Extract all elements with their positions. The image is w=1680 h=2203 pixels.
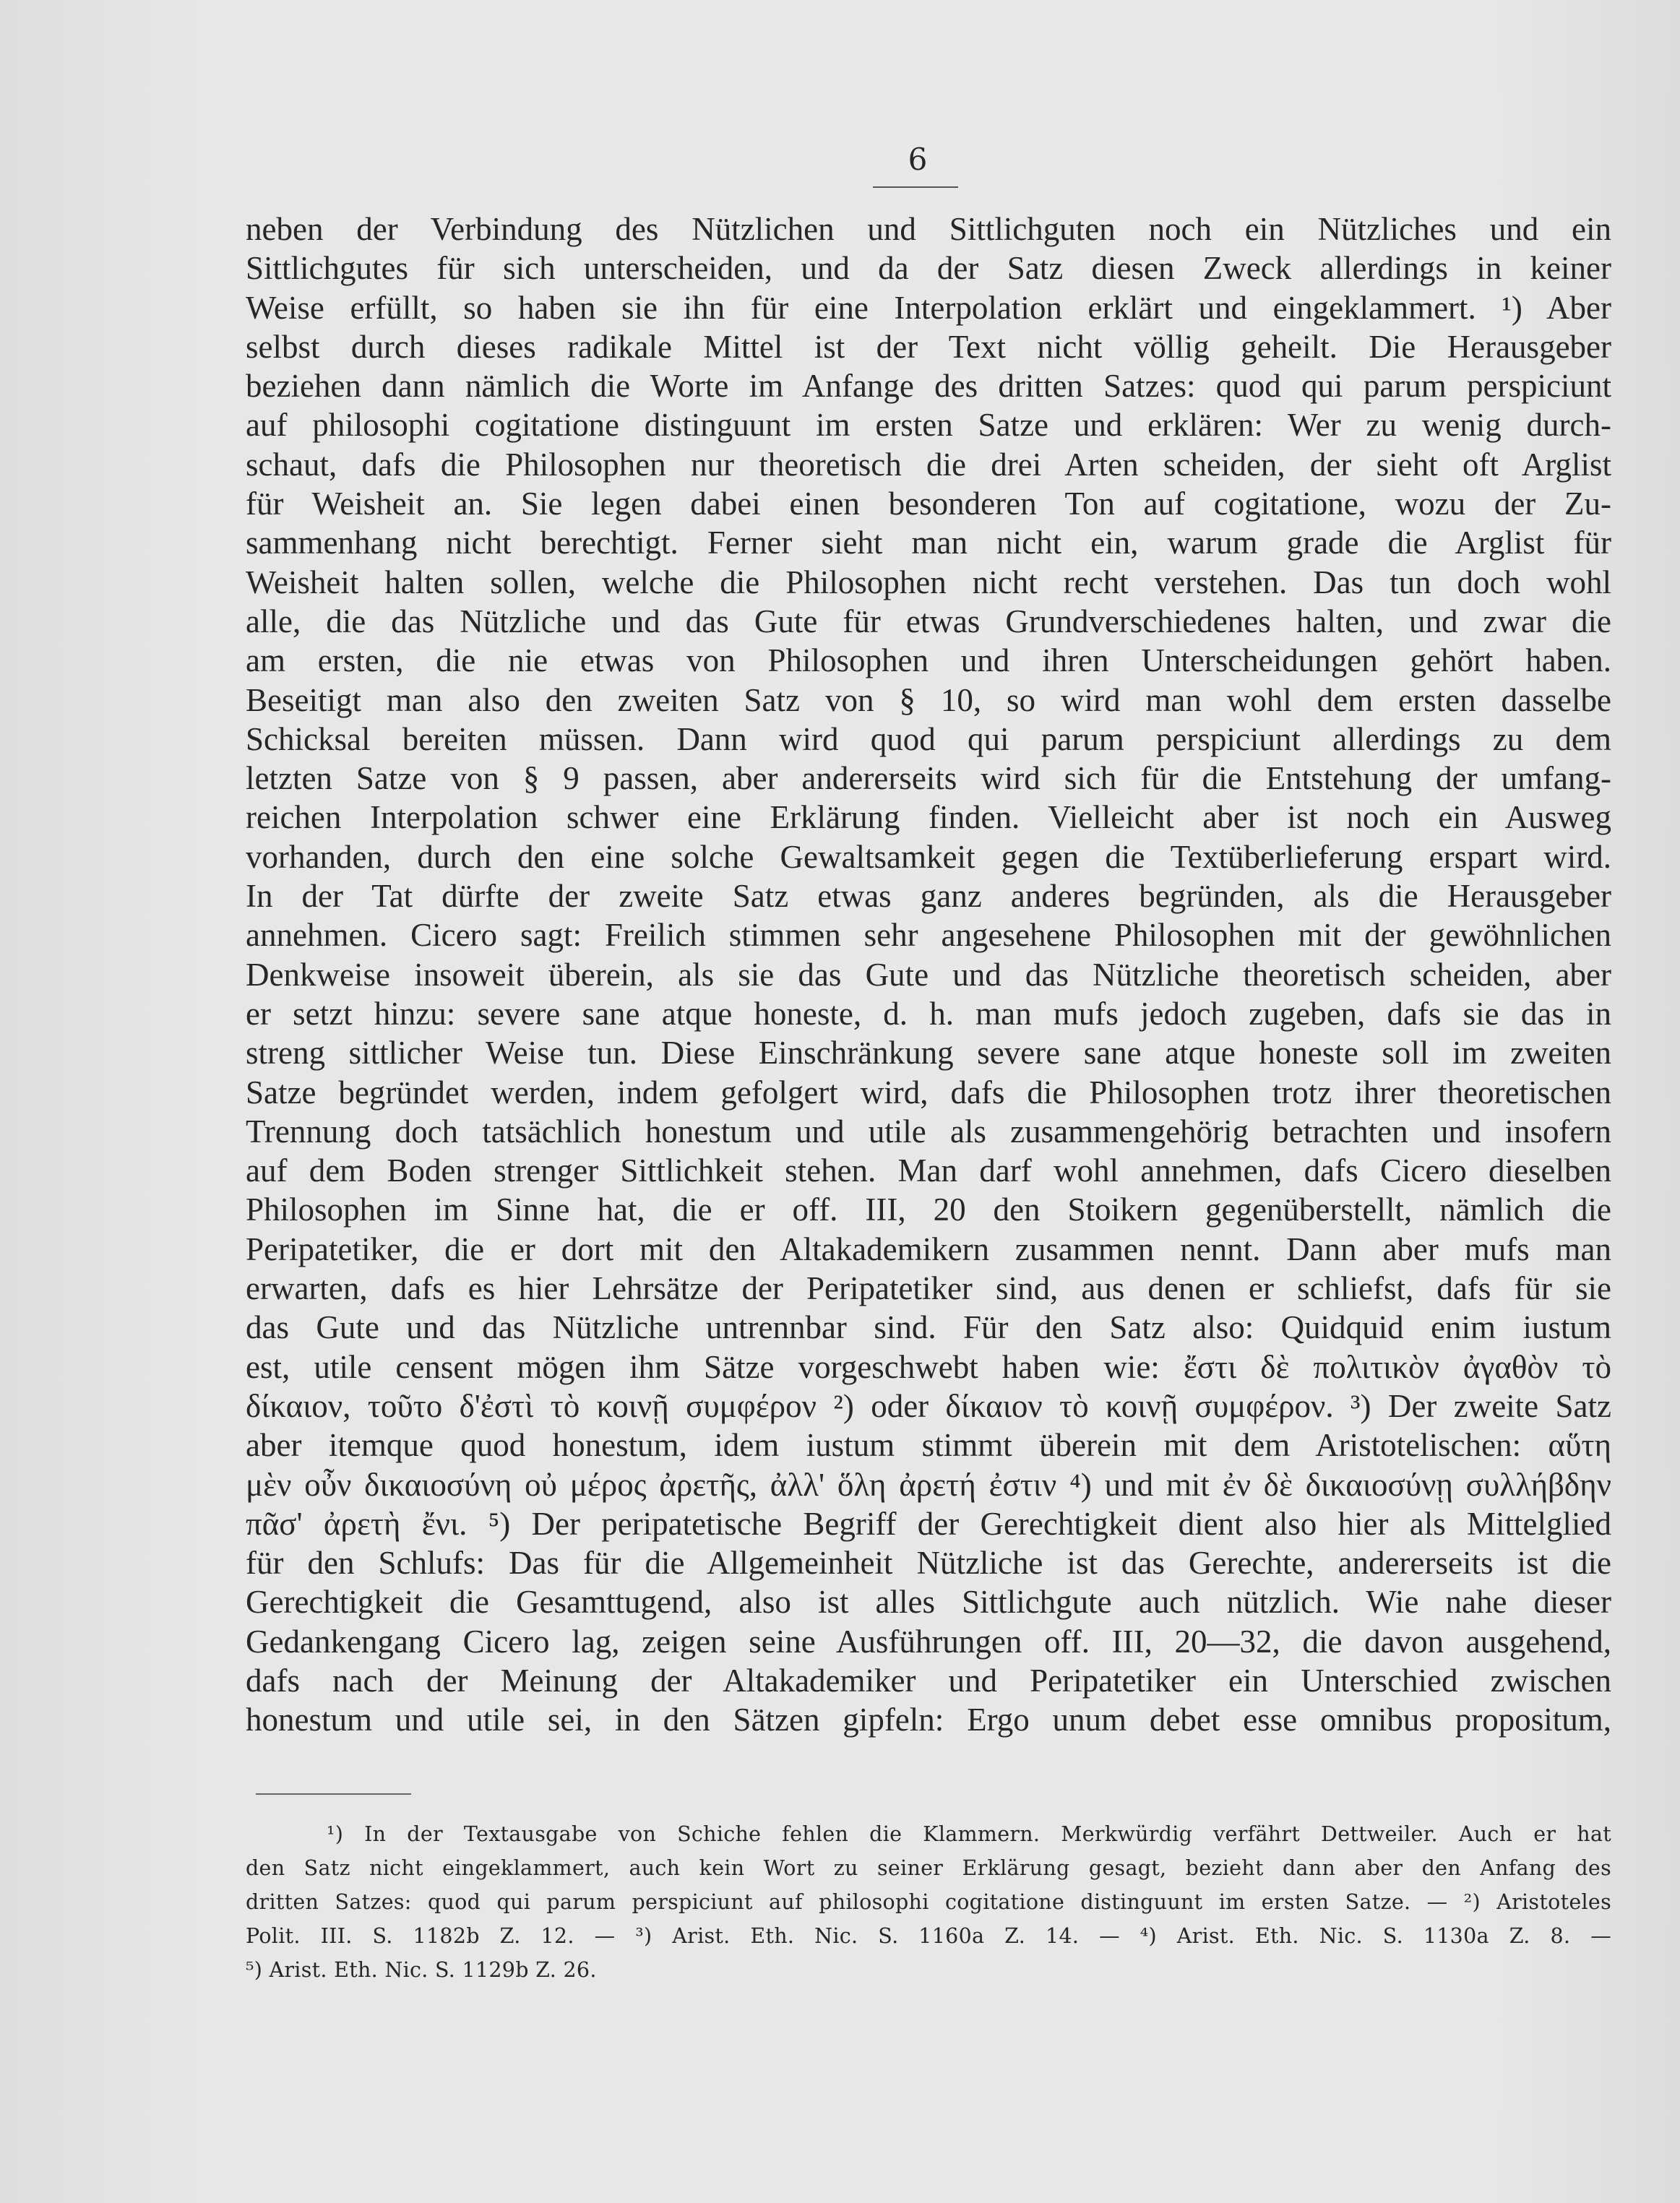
body-text [246, 210, 1611, 1740]
body-line: am ersten, die nie etwas von Philosophen und ihren Unterscheidungen gehört haben. [246, 642, 1611, 679]
body-line: streng sittlicher Weise tun. Diese Einschränkung severe sane atque honeste soll im zweiten [246, 1035, 1611, 1072]
body-line: Satze begründet werden, indem gefolgert wird, dafs die Philosophen trotz ihrer theoretischen [246, 1074, 1611, 1111]
body-line: erwarten, dafs es hier Lehrsätze der Peripatetiker sind, aus denen er schliefst, dafs für sie [246, 1270, 1611, 1307]
body-line: neben der Verbindung des Nützlichen und Sittlichguten noch ein Nützliches und ein [246, 211, 1611, 247]
footnote-line: Polit. III. S. 1182b Z. 12. — ³) Arist. Eth. Nic. S. 1160a Z. 14. — ⁴) Arist. Eth. Nic. S. 1130a Z. 8. — [246, 1924, 1611, 1948]
footnote-line: den Satz nicht eingeklammert, auch kein Wort zu seiner Erklärung gesagt, bezieht dann aber den Anfang des [246, 1856, 1611, 1880]
body-line: Weise erfüllt, so haben sie ihn für eine Interpolation erklärt und eingeklammert. ¹) Aber [246, 289, 1611, 326]
body-line: er setzt hinzu: severe sane atque honeste, d. h. man mufs jedoch zugeben, dafs sie das in [246, 995, 1611, 1032]
body-line: dafs nach der Meinung der Altakademiker und Peripatetiker ein Unterschied zwischen [246, 1662, 1611, 1699]
body-line: Philosophen im Sinne hat, die er off. III, 20 den Stoikern gegenüberstellt, nämlich die [246, 1191, 1611, 1228]
body-line: Gedankengang Cicero lag, zeigen seine Ausführungen off. III, 20—32, die davon ausgehend, [246, 1623, 1611, 1660]
body-line: für den Schlufs: Das für die Allgemeinheit Nützliche ist das Gerechte, andererseits ist die [246, 1545, 1611, 1582]
body-line: Weisheit halten sollen, welche die Philosophen nicht recht verstehen. Das tun doch wohl [246, 564, 1611, 600]
body-line: schaut, dafs die Philosophen nur theoretisch die drei Arten scheiden, der sieht oft Arglist [246, 446, 1611, 483]
body-line: selbst durch dieses radikale Mittel ist der Text nicht völlig geheilt. Die Herausgeber [246, 328, 1611, 365]
page-number-rule [873, 186, 958, 188]
body-line: aber itemque quod honestum, idem iustum stimmt überein mit dem Aristotelischen: αὕτη [246, 1427, 1611, 1464]
body-line: reichen Interpolation schwer eine Erklärung finden. Vielleicht aber ist noch ein Ausweg [246, 799, 1611, 836]
body-line: πᾶσ' ἀρετὴ ἔνι. ⁵) Der peripatetische Begriff der Gerechtigkeit dient also hier als Mittelglied [246, 1505, 1611, 1542]
body-line: In der Tat dürfte der zweite Satz etwas ganz anderes begründen, als die Herausgeber [246, 878, 1611, 915]
body-line: auf philosophi cogitatione distinguunt im ersten Satze und erklären: Wer zu wenig durch- [246, 407, 1611, 444]
body-line: Gerechtigkeit die Gesamttugend, also ist alles Sittlichgute auch nützlich. Wie nahe dieser [246, 1584, 1611, 1621]
footnote-line: dritten Satzes: quod qui parum perspiciunt auf philosophi cogitatione distinguunt im ersten Satze. — ²) Aristoteles [246, 1890, 1611, 1914]
footnote-line: ⁵) Arist. Eth. Nic. S. 1129b Z. 26. [246, 1958, 597, 1982]
body-line: letzten Satze von § 9 passen, aber andererseits wird sich für die Entstehung der umfang- [246, 760, 1611, 797]
body-line: sammenhang nicht berechtigt. Ferner sieht man nicht ein, warum grade die Arglist für [246, 525, 1611, 561]
body-line: Beseitigt man also den zweiten Satz von § 10, so wird man wohl dem ersten dasselbe [246, 681, 1611, 718]
footnotes [246, 1817, 1611, 1987]
body-line: annehmen. Cicero sagt: Freilich stimmen sehr angesehene Philosophen mit der gewöhnlichen [246, 917, 1611, 954]
body-line: auf dem Boden strenger Sittlichkeit stehen. Man darf wohl annehmen, dafs Cicero dieselben [246, 1152, 1611, 1189]
body-line: Denkweise insoweit überein, als sie das Gute und das Nützliche theoretisch scheiden, aber [246, 956, 1611, 993]
body-line: für Weisheit an. Sie legen dabei einen besonderen Ton auf cogitatione, wozu der Zu- [246, 486, 1611, 522]
body-line: beziehen dann nämlich die Worte im Anfange des dritten Satzes: quod qui parum perspiciunt [246, 368, 1611, 405]
page-number: 6 [908, 142, 928, 177]
body-line: δίκαιον, τοῦτο δ'ἐστὶ τὸ κοινῇ συμφέρον ²) oder δίκαιον τὸ κοινῇ συμφέρον. ³) Der zweite Satz [246, 1387, 1611, 1424]
body-line: Schicksal bereiten müssen. Dann wird quod qui parum perspiciunt allerdings zu dem [246, 720, 1611, 757]
body-line: μὲν οὖν δικαιοσύνη οὐ μέρος ἀρετῆς, ἀλλ' ὅλη ἀρετή ἐστιν ⁴) und mit ἐν δὲ δικαιοσύνῃ συλλήβδην [246, 1466, 1611, 1503]
body-line: est, utile censent mögen ihm Sätze vorgeschwebt haben wie: ἔστι δὲ πολιτικὸν ἀγαθὸν τὸ [246, 1348, 1611, 1385]
body-line: Peripatetiker, die er dort mit den Altakademikern zusammen nennt. Dann aber mufs man [246, 1230, 1611, 1267]
footnote-line: ¹) In der Textausgabe von Schiche fehlen die Klammern. Merkwürdig verfährt Dettweiler. Auch er hat [327, 1822, 1611, 1846]
body-line: Trennung doch tatsächlich honestum und utile als zusammengehörig betrachten und insofern [246, 1113, 1611, 1150]
body-line: alle, die das Nützliche und das Gute für etwas Grundverschiedenes halten, und zwar die [246, 603, 1611, 639]
body-line: honestum und utile sei, in den Sätzen gipfeln: Ergo unum debet esse omnibus propositum, [246, 1702, 1611, 1738]
body-line: vorhanden, durch den eine solche Gewaltsamkeit gegen die Textüberlieferung erspart wird. [246, 838, 1611, 875]
footnote-rule [256, 1793, 411, 1795]
body-line: Sittlichgutes für sich unterscheiden, und da der Satz diesen Zweck allerdings in keiner [246, 250, 1611, 287]
body-line: das Gute und das Nützliche untrennbar sind. Für den Satz also: Quidquid enim iustum [246, 1309, 1611, 1346]
